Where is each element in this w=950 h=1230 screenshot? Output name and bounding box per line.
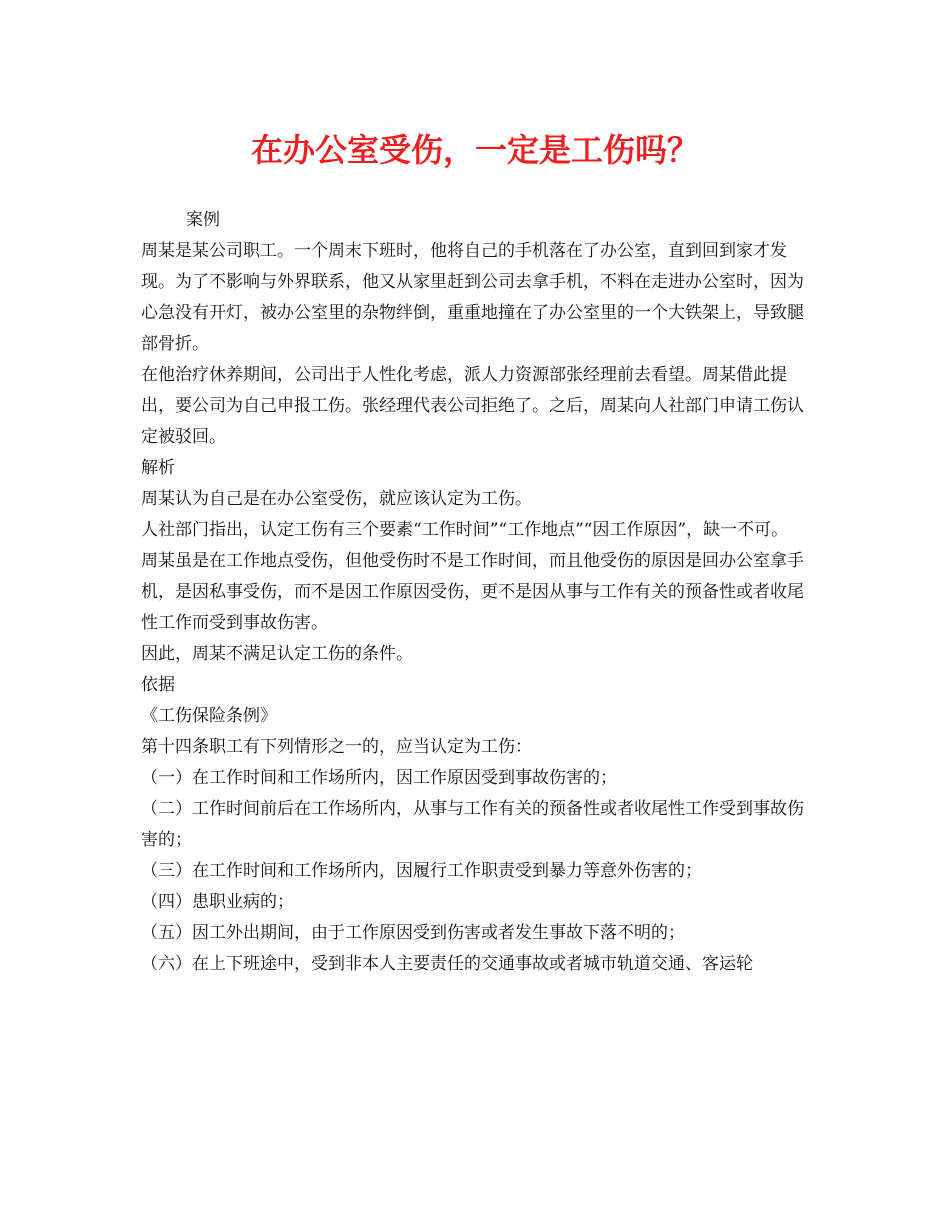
document-title: 在办公室受伤，一定是工伤吗？ [250, 131, 699, 169]
paragraph-analysis-reasoning: 周某虽是在工作地点受伤，但他受伤时不是工作时间，而且他受伤的原因是回办公室拿手机，是因私事受伤，而不是因工作原因受伤，更不是因从事与工作有关的预备性或者收尾性工作而受到事故伤害。 [141, 551, 804, 633]
paragraph-case-followup: 在他治疗休养期间，公司出于人性化考虑，派人力资源部张经理前去看望。周某借此提出，要公司为自己申报工伤。张经理代表公司拒绝了。之后，周某向人社部门申请工伤认定被驳回。 [141, 365, 804, 447]
article-clause-3: （三）在工作时间和工作场所内，因履行工作职责受到暴力等意外伤害的； [141, 861, 702, 881]
article-clause-2: （二）工作时间前后在工作场所内，从事与工作有关的预备性或者收尾性工作受到事故伤害的； [141, 799, 804, 850]
article-clause-1: （一）在工作时间和工作场所内，因工作原因受到事故伤害的； [141, 768, 617, 788]
section-heading-case: 案例 [186, 210, 220, 230]
article-clause-4: （四）患职业病的； [141, 892, 294, 912]
paragraph-analysis-criteria: 人社部门指出，认定工伤有三个要素“工作时间”“工作地点”“因工作原因”，缺一不可。 [141, 520, 789, 540]
article-clause-5: （五）因工外出期间，由于工作原因受到伤害或者发生事故下落不明的； [141, 923, 685, 943]
section-heading-basis: 依据 [141, 675, 175, 695]
regulation-title: 《工伤保险条例》 [141, 706, 277, 726]
article-clause-6: （六）在上下班途中，受到非本人主要责任的交通事故或者城市轨道交通、客运轮 [141, 954, 753, 974]
paragraph-case-description: 周某是某公司职工。一个周末下班时，他将自己的手机落在了办公室，直到回到家才发现。为了不影响与外界联系，他又从家里赶到公司去拿手机，不料在走进办公室时，因为心急没有开灯，被办公室里的杂物绊倒，重重地撞在了办公室里的一个大铁架上，导致腿部骨折。 [141, 241, 804, 354]
article-fourteen-intro: 第十四条职工有下列情形之一的，应当认定为工伤： [141, 737, 532, 757]
paragraph-analysis-claim: 周某认为自己是在办公室受伤，就应该认定为工伤。 [141, 489, 532, 509]
document-body [141, 205, 816, 980]
section-heading-analysis: 解析 [141, 458, 175, 478]
paragraph-analysis-conclusion: 因此，周某不满足认定工伤的条件。 [141, 644, 413, 664]
